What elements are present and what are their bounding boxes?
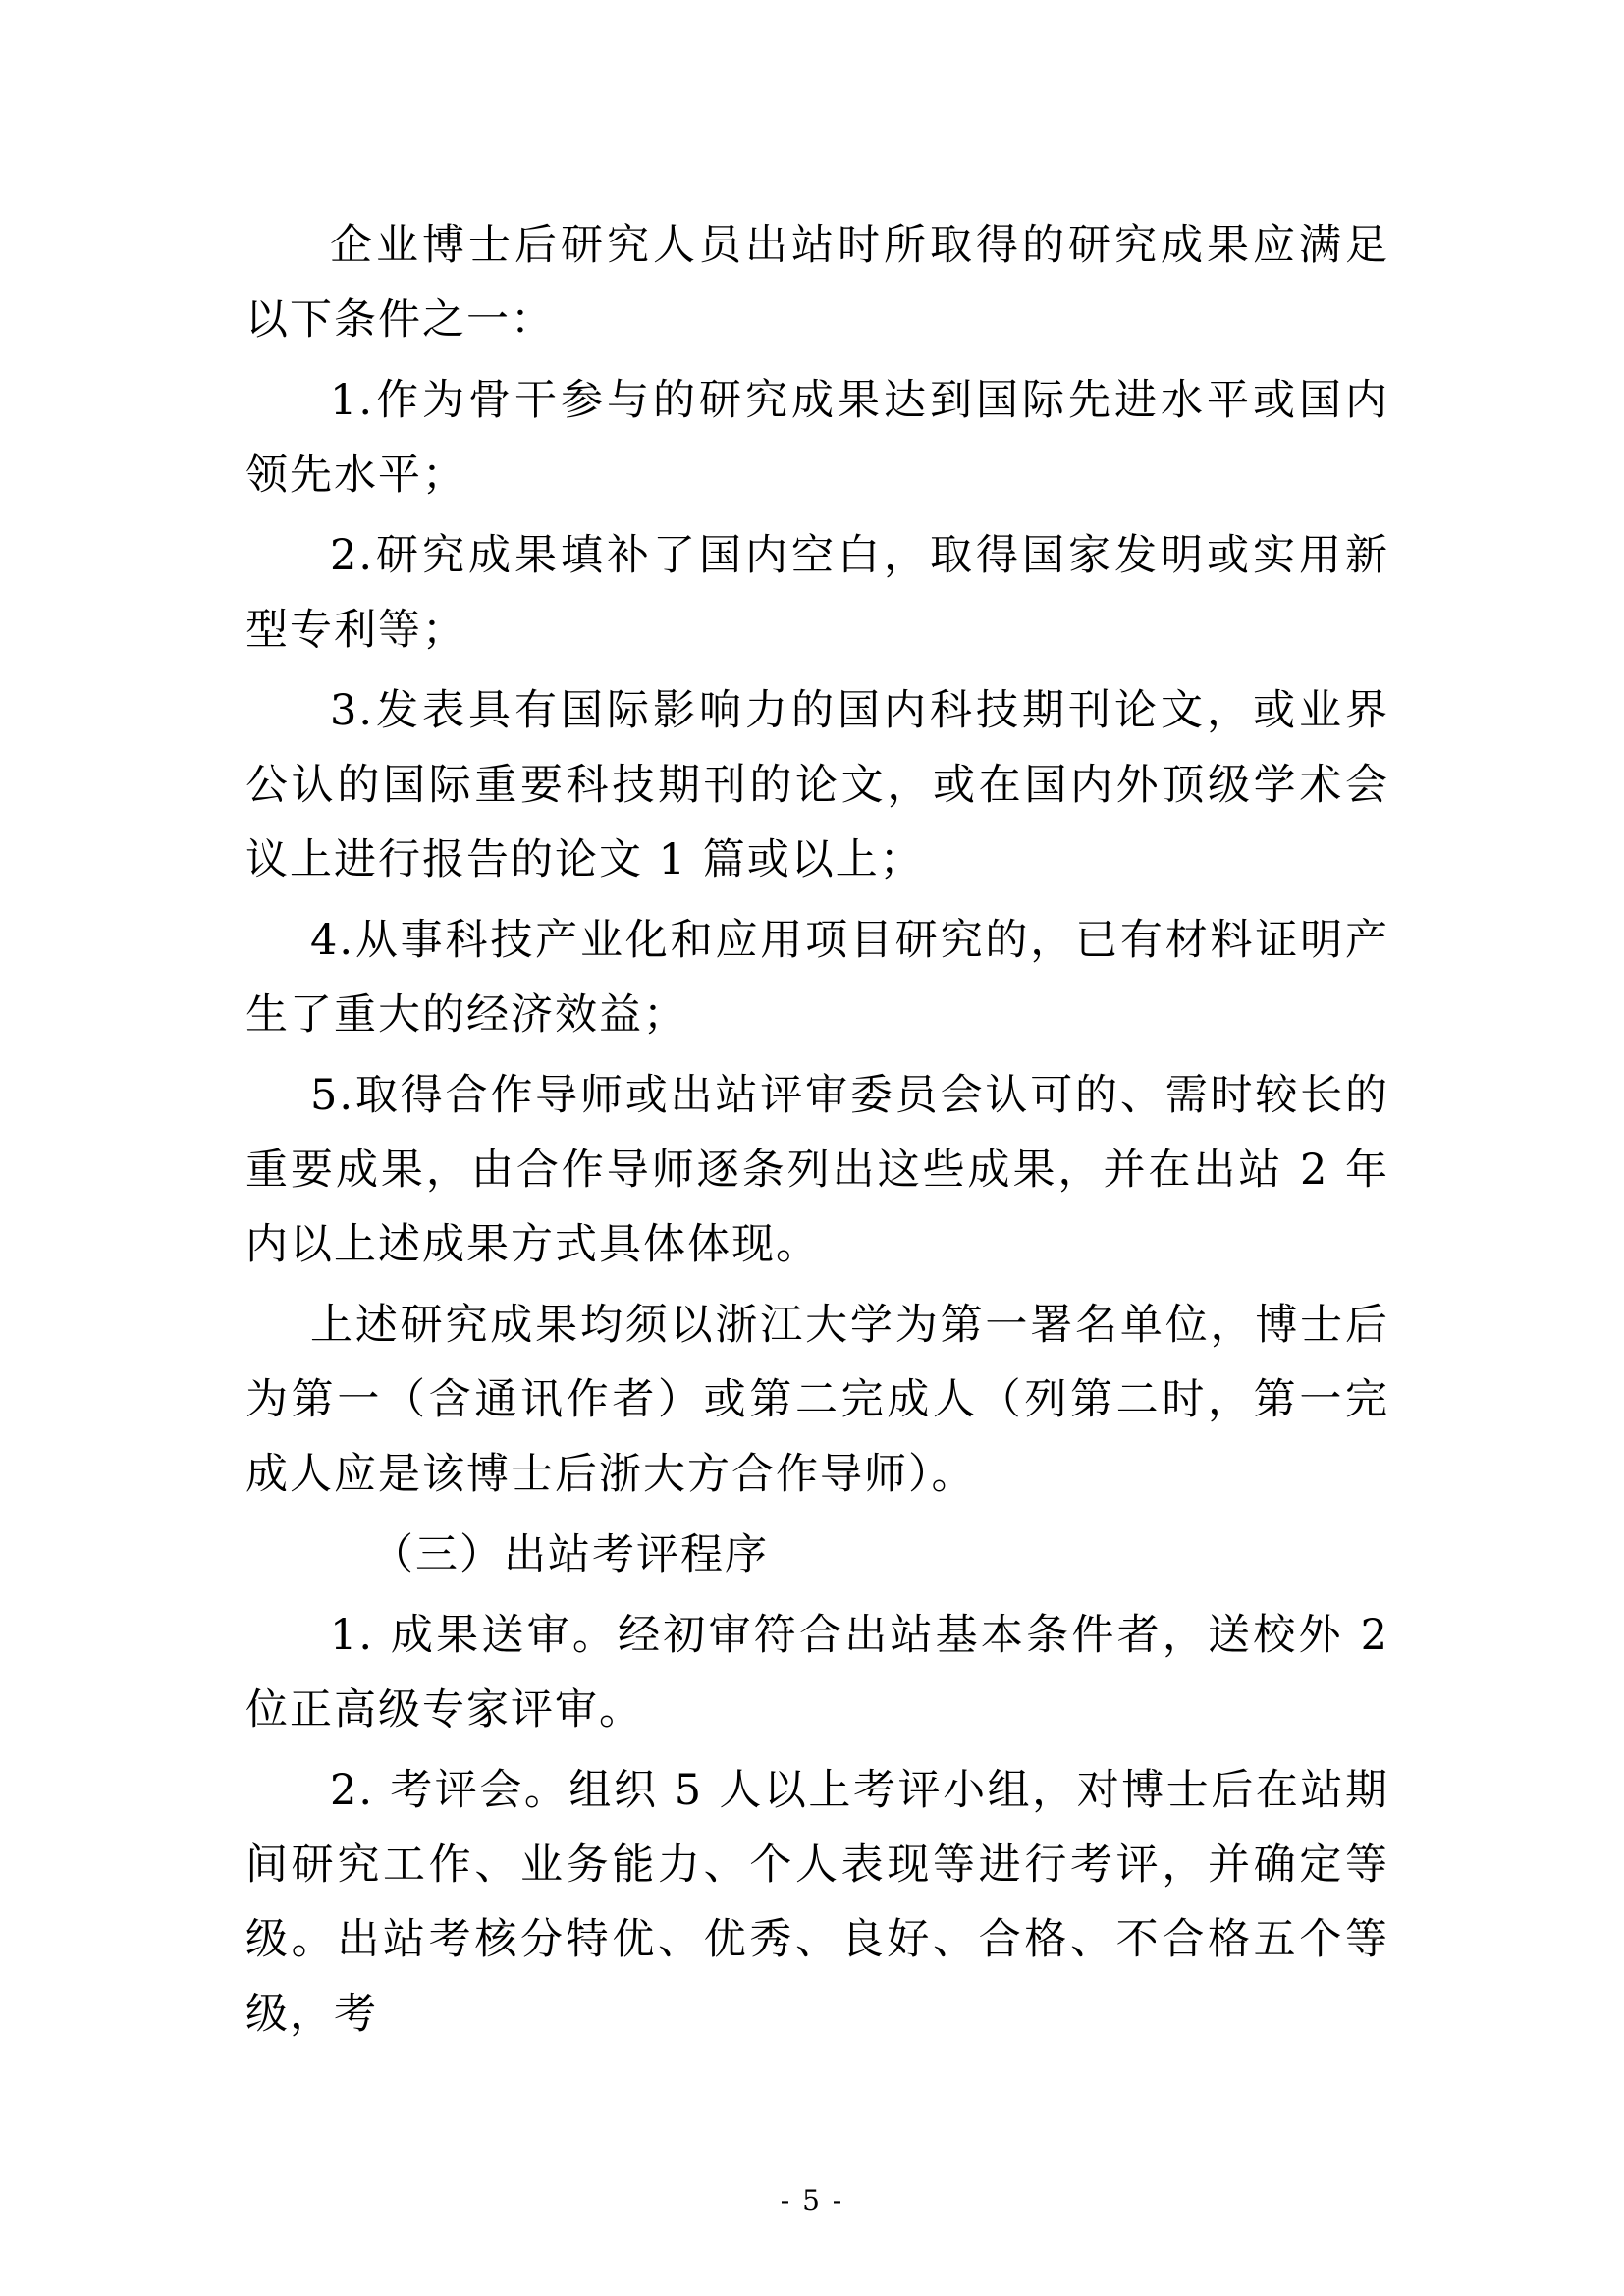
paragraph-authorship-rule: 上述研究成果均须以浙江大学为第一署名单位，博士后为第一（含通讯作者）或第二完成人（列第二时，第一完成人应是该博士后浙大方合作导师）。	[245, 1301, 1389, 1499]
paragraph-step-2: 2. 考评会。组织 5 人以上考评小组，对博士后在站期间研究工作、业务能力、个人表现等进行考评，并确定等级。出站考核分特优、优秀、良好、合格、不合格五个等级，考	[245, 1766, 1389, 2039]
body-text	[245, 208, 1389, 2057]
page-number: - 5 -	[780, 2184, 844, 2216]
section-heading-exit-review: （三）出站考评程序	[371, 1530, 769, 1579]
paragraph-condition-1: 1.作为骨干参与的研究成果达到国际先进水平或国内领先水平；	[245, 376, 1389, 500]
paragraph-condition-3: 3.发表具有国际影响力的国内科技期刊论文，或业界公认的国际重要科技期刊的论文，或在国内外顶级学术会议上进行报告的论文 1 篇或以上；	[245, 686, 1389, 884]
paragraph-condition-2: 2.研究成果填补了国内空白，取得国家发明或实用新型专利等；	[245, 531, 1389, 655]
paragraph-condition-4: 4.从事科技产业化和应用项目研究的，已有材料证明产生了重大的经济效益；	[245, 916, 1389, 1040]
paragraph-condition-5: 5.取得合作导师或出站评审委员会认可的、需时较长的重要成果，由合作导师逐条列出这些成果，并在出站 2 年内以上述成果方式具体体现。	[245, 1071, 1389, 1269]
paragraph-requirements-intro: 企业博士后研究人员出站时所取得的研究成果应满足以下条件之一：	[245, 221, 1389, 345]
paragraph-step-1: 1. 成果送审。经初审符合出站基本条件者，送校外 2 位正高级专家评审。	[245, 1611, 1389, 1735]
